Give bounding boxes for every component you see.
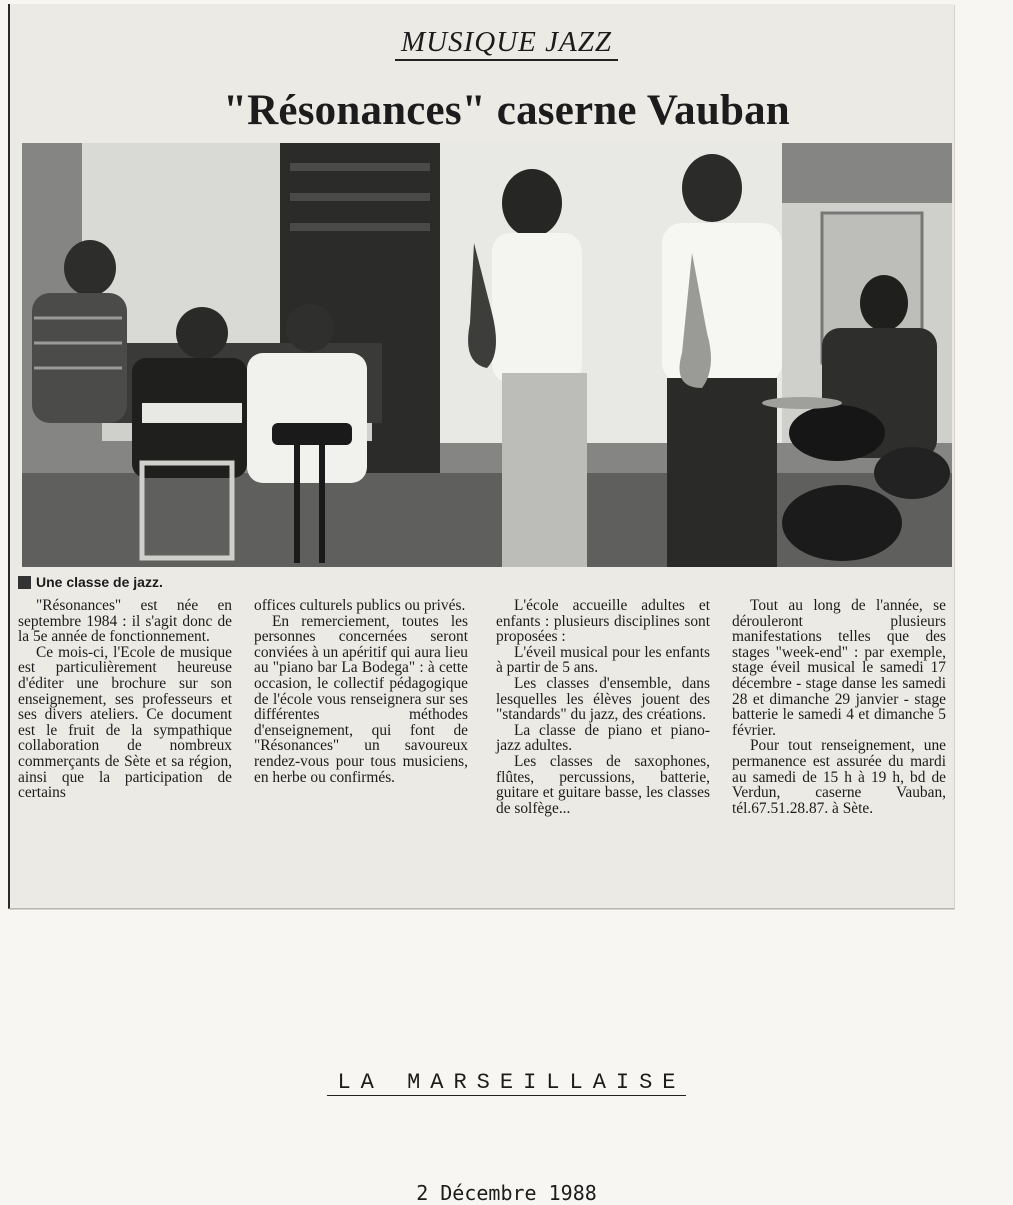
paragraph: L'éveil musical pour les enfants à partir de 5 ans. (496, 643, 710, 677)
text-column-2 (254, 598, 468, 785)
publication-date: 2 Décembre 1988 (416, 1181, 597, 1205)
paragraph: Tout au long de l'année, se dérouleront plusieurs manifestations telles que des stages "week-end" : par exemple, stage éveil musical le samedi 17 décembre - stage danse les samedi 28 et dimanche 29 janvier - stage batterie le samedi 4 et dimanche 5 février. (732, 597, 946, 739)
paragraph: Les classes d'ensemble, dans lesquelles les élèves jouent des "standards" du jazz, des créations. (496, 674, 710, 724)
article-photo (22, 143, 952, 567)
text-column-4 (732, 598, 946, 816)
paragraph: offices culturels publics ou privés. (254, 597, 466, 614)
paragraph: "Résonances" est née en septembre 1984 : il s'agit donc de la 5e année de fonctionnement. (18, 597, 232, 646)
newspaper-name: LA MARSEILLAISE (0, 1070, 1013, 1095)
paragraph: En remerciement, toutes les personnes concernées seront conviées à un apéritif qui aura lieu au "piano bar La Bodega" : à cette occasion, le collectif pédagogique de l'école vous renseignera sur ses différentes méthodes d'enseignement, qui font de "Résonances" un savoureux rendez-vous pour tous musiciens, en herbe ou confirmés. (254, 612, 468, 786)
caption-bullet (18, 576, 31, 589)
paragraph: L'école accueille adultes et enfants : plusieurs disciplines sont proposées : (496, 597, 710, 646)
section-kicker: MUSIQUE JAZZ (0, 26, 1013, 59)
paragraph: Ce mois-ci, l'Ecole de musique est particulièrement heureuse d'éditer une brochure sur son enseignement, ses professeurs et ses divers ateliers. Ce document est le fruit de la sympathique collaboration de nombreux commerçants de Sète et sa région, ainsi que la participation de certains (18, 643, 232, 802)
text-column-3 (496, 598, 710, 816)
photo-caption: Une classe de jazz. (18, 574, 163, 590)
paragraph: La classe de piano et piano-jazz adultes. (496, 721, 710, 755)
paragraph: Pour tout renseignement, une permanence est assurée du mardi au samedi de 15 h à 19 h, bd de Verdun, caserne Vauban, tél.67.51.28.87. à Sète. (732, 737, 946, 817)
text-column-1 (18, 598, 232, 801)
paragraph: Les classes de saxophones, flûtes, percussions, batterie, guitare et guitare basse, les classes de solfège... (496, 752, 710, 817)
article-headline: "Résonances" caserne Vauban (223, 87, 790, 134)
